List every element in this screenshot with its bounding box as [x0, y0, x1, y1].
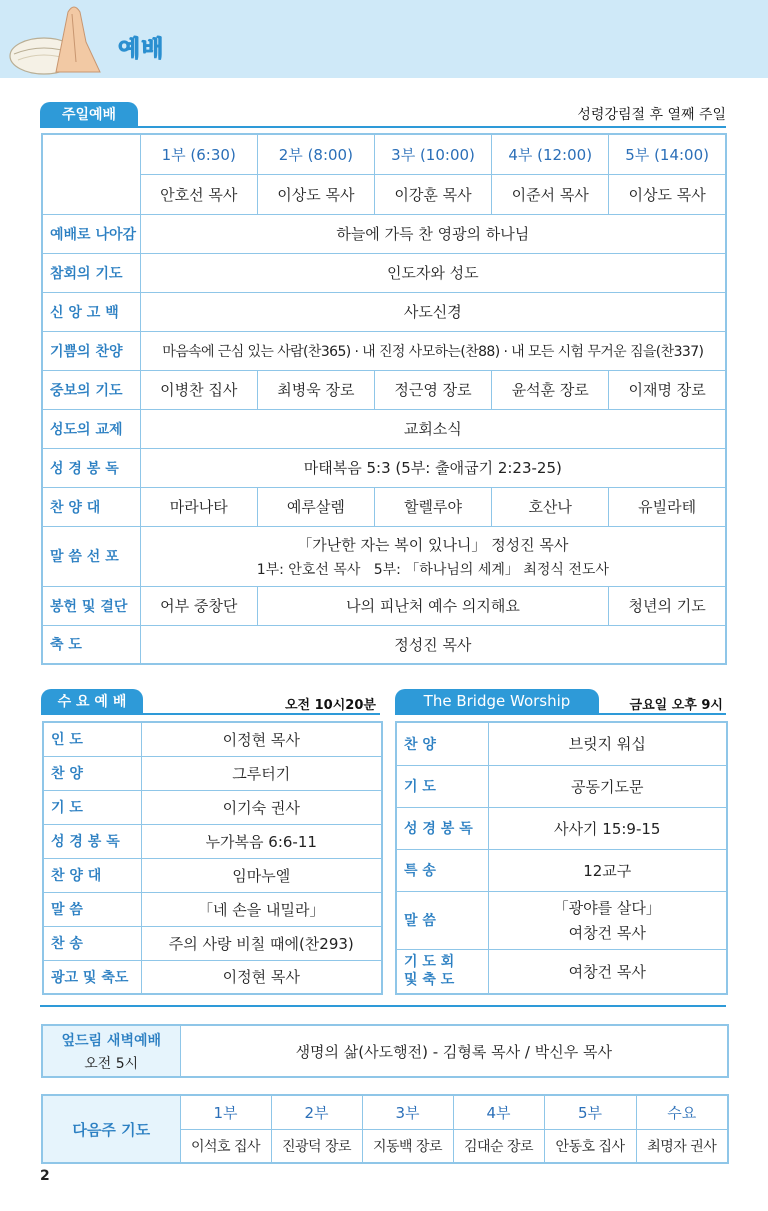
- row-label: 신 앙 고 백: [42, 292, 140, 331]
- next-name-2: 진광덕 장로: [271, 1129, 362, 1163]
- wed-label: 광고 및 축도: [43, 960, 141, 994]
- bridge-note: 금요일 오후 9시: [629, 698, 723, 713]
- next-name-5: 안동호 집사: [544, 1129, 636, 1163]
- choir-5: 유빌라테: [609, 487, 726, 526]
- dawn-label: 엎드림 새벽예배: [61, 1032, 162, 1049]
- dawn-time: 오전 5시: [84, 1055, 139, 1072]
- pastor-4: 이준서 목사: [492, 174, 609, 214]
- service-5: 5부 (14:00): [609, 134, 726, 174]
- bridge-label-line1: 기 도 회: [404, 954, 455, 971]
- row-label: 축 도: [42, 625, 140, 664]
- sunday-rule: [40, 126, 726, 128]
- praying-hands-icon: [6, 2, 118, 78]
- row-label: 말 씀 선 포: [42, 526, 140, 586]
- next-name-1: 이석호 집사: [180, 1129, 271, 1163]
- next-prayer-table: [41, 1094, 729, 1164]
- pastor-1: 안호선 목사: [140, 174, 257, 214]
- next-header-4: 4부: [453, 1095, 544, 1129]
- bridge-sermon-speaker: 여창건 목사: [568, 924, 646, 942]
- intercessor-2: 최병욱 장로: [257, 370, 374, 409]
- wednesday-tab: 수 요 예 배: [41, 689, 143, 713]
- bridge-sermon-title: 「광야를 살다」: [553, 899, 661, 917]
- bridge-table: [395, 721, 728, 995]
- next-name-3: 지동백 장로: [362, 1129, 453, 1163]
- row-value: 정성진 목사: [140, 625, 726, 664]
- wed-value: 이기숙 권사: [141, 790, 382, 824]
- intercessor-5: 이재명 장로: [609, 370, 726, 409]
- wednesday-table: [42, 721, 383, 995]
- dawn-table: [41, 1024, 729, 1078]
- next-name-6: 최명자 권사: [636, 1129, 728, 1163]
- row-label: 예배로 나아감: [42, 214, 140, 253]
- intercessor-4: 윤석훈 장로: [492, 370, 609, 409]
- pastor-2: 이상도 목사: [257, 174, 374, 214]
- wed-value: 「네 손을 내밀라」: [141, 892, 382, 926]
- wednesday-note: 오전 10시20분: [285, 698, 376, 713]
- bridge-label: 찬 양: [396, 722, 488, 765]
- choir-2: 예루살렘: [257, 487, 374, 526]
- row-label: 참회의 기도: [42, 253, 140, 292]
- next-header-1: 1부: [180, 1095, 271, 1129]
- page-number: 2: [40, 1168, 50, 1184]
- choir-3: 할렐루야: [374, 487, 491, 526]
- service-4: 4부 (12:00): [492, 134, 609, 174]
- section-divider: [40, 1005, 726, 1007]
- wed-label: 찬 양: [43, 756, 141, 790]
- row-value: 마태복음 5:3 (5부: 출애굽기 2:23-25): [140, 448, 726, 487]
- sunday-table: [41, 133, 727, 665]
- bridge-sermon-cell: [488, 891, 727, 949]
- bridge-label: 기 도: [396, 765, 488, 807]
- wed-value: 누가복음 6:6-11: [141, 824, 382, 858]
- wed-value: 이정현 목사: [141, 722, 382, 756]
- sermon-sub: 1부: 안호선 목사 5부: 「하나님의 세계」 최정식 전도사: [256, 561, 609, 578]
- row-value: 교회소식: [140, 409, 726, 448]
- row-label: 성 경 봉 독: [42, 448, 140, 487]
- bridge-label-line2: 및 축 도: [404, 972, 455, 989]
- wed-value: 주의 사랑 비칠 때에(찬293): [141, 926, 382, 960]
- choir-1: 마라나타: [140, 487, 257, 526]
- wed-label: 말 씀: [43, 892, 141, 926]
- row-label: 성도의 교제: [42, 409, 140, 448]
- row-label: 찬 양 대: [42, 487, 140, 526]
- row-value: 마음속에 근심 있는 사람(찬365) · 내 진정 사모하는(찬88) · 내 모든 시험 무거운 짐을(찬337): [140, 331, 726, 370]
- next-name-4: 김대순 장로: [453, 1129, 544, 1163]
- bridge-rule: [395, 713, 726, 715]
- wed-value: 그루터기: [141, 756, 382, 790]
- sunday-tab: 주일예배: [40, 102, 138, 126]
- wed-label: 인 도: [43, 722, 141, 756]
- bridge-value: 12교구: [488, 849, 727, 891]
- wed-label: 기 도: [43, 790, 141, 824]
- row-label: 봉헌 및 결단: [42, 586, 140, 625]
- wed-label: 찬 송: [43, 926, 141, 960]
- sermon-title: 「가난한 자는 복이 있나니」 정성진 목사: [297, 535, 569, 554]
- choir-4: 호산나: [492, 487, 609, 526]
- bridge-value: 사사기 15:9-15: [488, 807, 727, 849]
- sermon-cell: [140, 526, 726, 586]
- bridge-label: 말 씀: [396, 891, 488, 949]
- bridge-value: 여창건 목사: [488, 949, 727, 994]
- next-header-3: 3부: [362, 1095, 453, 1129]
- corner-cell: [42, 134, 140, 214]
- row-label: 기쁨의 찬양: [42, 331, 140, 370]
- service-1: 1부 (6:30): [140, 134, 257, 174]
- bridge-value: 브릿지 워십: [488, 722, 727, 765]
- intercessor-3: 정근영 장로: [374, 370, 491, 409]
- row-value: 인도자와 성도: [140, 253, 726, 292]
- offering-col3: 청년의 기도: [609, 586, 726, 625]
- wed-value: 이정현 목사: [141, 960, 382, 994]
- bridge-tab: The Bridge Worship: [395, 689, 599, 713]
- next-header-2: 2부: [271, 1095, 362, 1129]
- wed-label: 찬 양 대: [43, 858, 141, 892]
- wed-value: 임마누엘: [141, 858, 382, 892]
- next-header-5: 5부: [544, 1095, 636, 1129]
- dawn-label-cell: [42, 1025, 180, 1077]
- service-3: 3부 (10:00): [374, 134, 491, 174]
- wed-label: 성 경 봉 독: [43, 824, 141, 858]
- offering-col1: 어부 중창단: [140, 586, 257, 625]
- pastor-5: 이상도 목사: [609, 174, 726, 214]
- bridge-value: 공동기도문: [488, 765, 727, 807]
- dawn-value: 생명의 삶(사도행전) - 김형록 목사 / 박신우 목사: [180, 1025, 728, 1077]
- row-value: 사도신경: [140, 292, 726, 331]
- pastor-3: 이강훈 목사: [374, 174, 491, 214]
- page-title: 예배: [118, 36, 165, 62]
- sunday-note: 성령강림절 후 열째 주일: [577, 107, 726, 123]
- row-value: 하늘에 가득 찬 영광의 하나님: [140, 214, 726, 253]
- bridge-label: [396, 949, 488, 994]
- offering-col2: 나의 피난처 예수 의지해요: [257, 586, 608, 625]
- next-header-6: 수요: [636, 1095, 728, 1129]
- service-2: 2부 (8:00): [257, 134, 374, 174]
- bridge-label: 성 경 봉 독: [396, 807, 488, 849]
- bridge-label: 특 송: [396, 849, 488, 891]
- row-label: 중보의 기도: [42, 370, 140, 409]
- next-prayer-label: 다음주 기도: [42, 1095, 180, 1163]
- intercessor-1: 이병찬 집사: [140, 370, 257, 409]
- wednesday-rule: [41, 713, 380, 715]
